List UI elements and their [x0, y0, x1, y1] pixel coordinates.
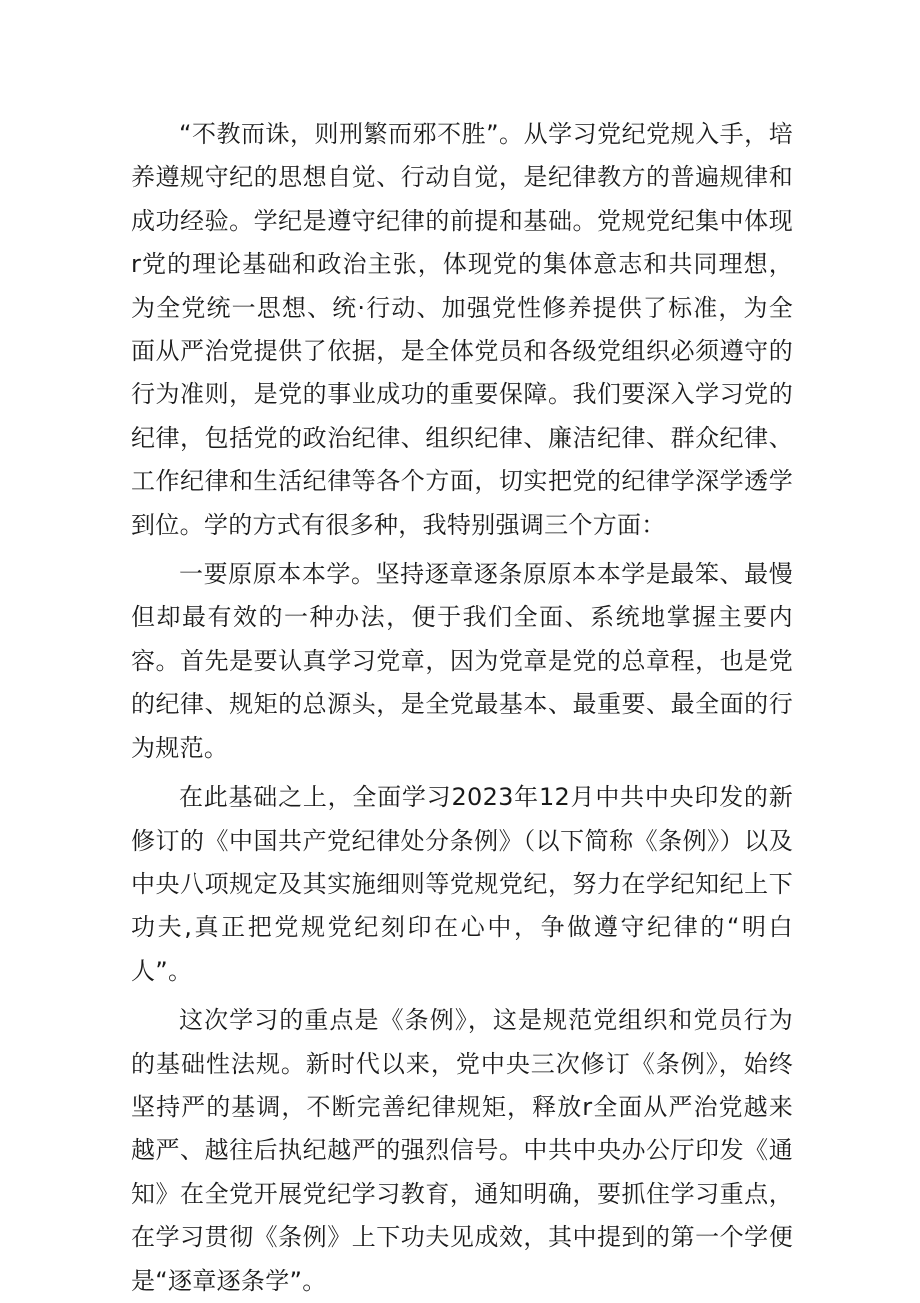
- paragraph-4: 这次学习的重点是《条例》，这是规范党组织和党员行为的基础性法规。新时代以来，党中央三次修订《条例》，始终坚持严的基调，不断完善纪律规矩，释放r全面从严治党越来越严、越往后执纪越严的强烈信号。中共中央办公厅印发《通知》在全党开展党纪学习教育，通知明确，要抓住学习重点，在学习贯彻《条例》上下功夫见成效，其中提到的第一个学便是“逐章逐条学”。: [131, 1006, 793, 1295]
- paragraph-1: “不教而诛，则刑繁而邪不胜”。从学习党纪党规入手，培养遵规守纪的思想自觉、行动自觉，是纪律教方的普遍规律和成功经验。学纪是遵守纪律的前提和基础。党规党纪集中体现r党的理论基础和政治主张，体现党的集体意志和共同理想，为全党统一思想、统·行动、加强党性修养提供了标准，为全面从严治党提供了依据，是全体党员和各级党组织必须遵守的行为准则，是党的事业成功的重要保障。我们要深入学习党的纪律，包括党的政治纪律、组织纪律、廉洁纪律、群众纪律、工作纪律和生活纪律等各个方面，切实把党的纪律学深学透学到位。学的方式有很多种，我特别强调三个方面：: [131, 120, 793, 539]
- paragraph-2: 一要原原本本学。坚持逐章逐条原原本本学是最笨、最慢但却最有效的一种办法，便于我们全面、系统地掌握主要内容。首先是要认真学习党章，因为党章是党的总章程，也是党的纪律、规矩的总源头，是全党最基本、最重要、最全面的行为规范。: [131, 560, 793, 762]
- paragraph-3: 在此基础之上，全面学习2023年12月中共中央印发的新修订的《中国共产党纪律处分条例》（以下简称《条例》）以及中央八项规定及其实施细则等党规党纪，努力在学纪知纪上下功夫,真正把党规党纪刻印在心中，争做遵守纪律的“明白人”。: [131, 783, 793, 985]
- document-body: [131, 113, 793, 1303]
